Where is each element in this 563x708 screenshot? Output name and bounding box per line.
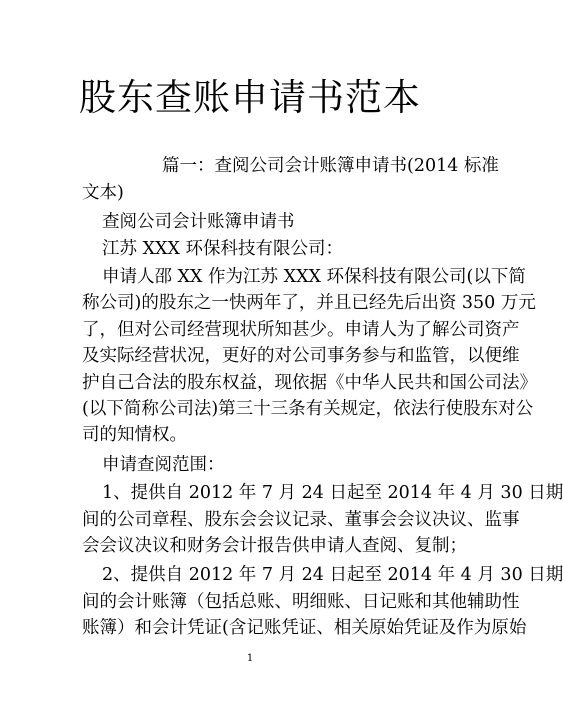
text-line: 了，但对公司经营现状所知甚少。申请人为了解公司资产 — [82, 320, 520, 340]
text-line: 申请人邵 XX 作为江苏 XXX 环保科技有限公司(以下简 — [102, 267, 526, 287]
text-line: 账簿）和会计凭证(含记账凭证、相关原始凭证及作为原始 — [82, 618, 527, 638]
document-title: 股东查账申请书范本 — [79, 76, 421, 119]
text-line: 申请查阅范围： — [102, 455, 225, 475]
text-line: 护自己合法的股东权益，现依据《中华人民共和国公司法》 — [82, 373, 537, 393]
text-line: 司的知情权。 — [82, 425, 187, 445]
text-line: (以下简称公司法)第三十三条有关规定，依法行使股东对公 — [82, 399, 534, 419]
text-line: 文本) — [82, 183, 124, 203]
text-line: 间的公司章程、股东会会议记录、董事会会议决议、监事 — [82, 510, 520, 530]
text-line: 称公司)的股东之一快两年了，并且已经先后出资 350 万元 — [82, 293, 536, 313]
text-line: 篇一：查阅公司会计账簿申请书(2014 标准 — [162, 156, 499, 176]
text-line: 间的会计账簿（包括总账、明细账、日记账和其他辅助性 — [82, 592, 520, 612]
text-line: 江苏 XXX 环保科技有限公司： — [102, 239, 344, 259]
text-line: 1、提供自 2012 年 7 月 24 日起至 2014 年 4 月 30 日期 — [102, 483, 563, 503]
text-line: 及实际经营状况，更好的对公司事务参与和监管，以便维 — [82, 346, 520, 366]
page-number: 1 — [246, 653, 254, 664]
text-line: 2、提供自 2012 年 7 月 24 日起至 2014 年 4 月 30 日期 — [102, 565, 563, 585]
text-line: 查阅公司会计账簿申请书 — [102, 212, 295, 232]
text-line: 会会议决议和财务会计报告供申请人查阅、复制； — [82, 536, 467, 556]
